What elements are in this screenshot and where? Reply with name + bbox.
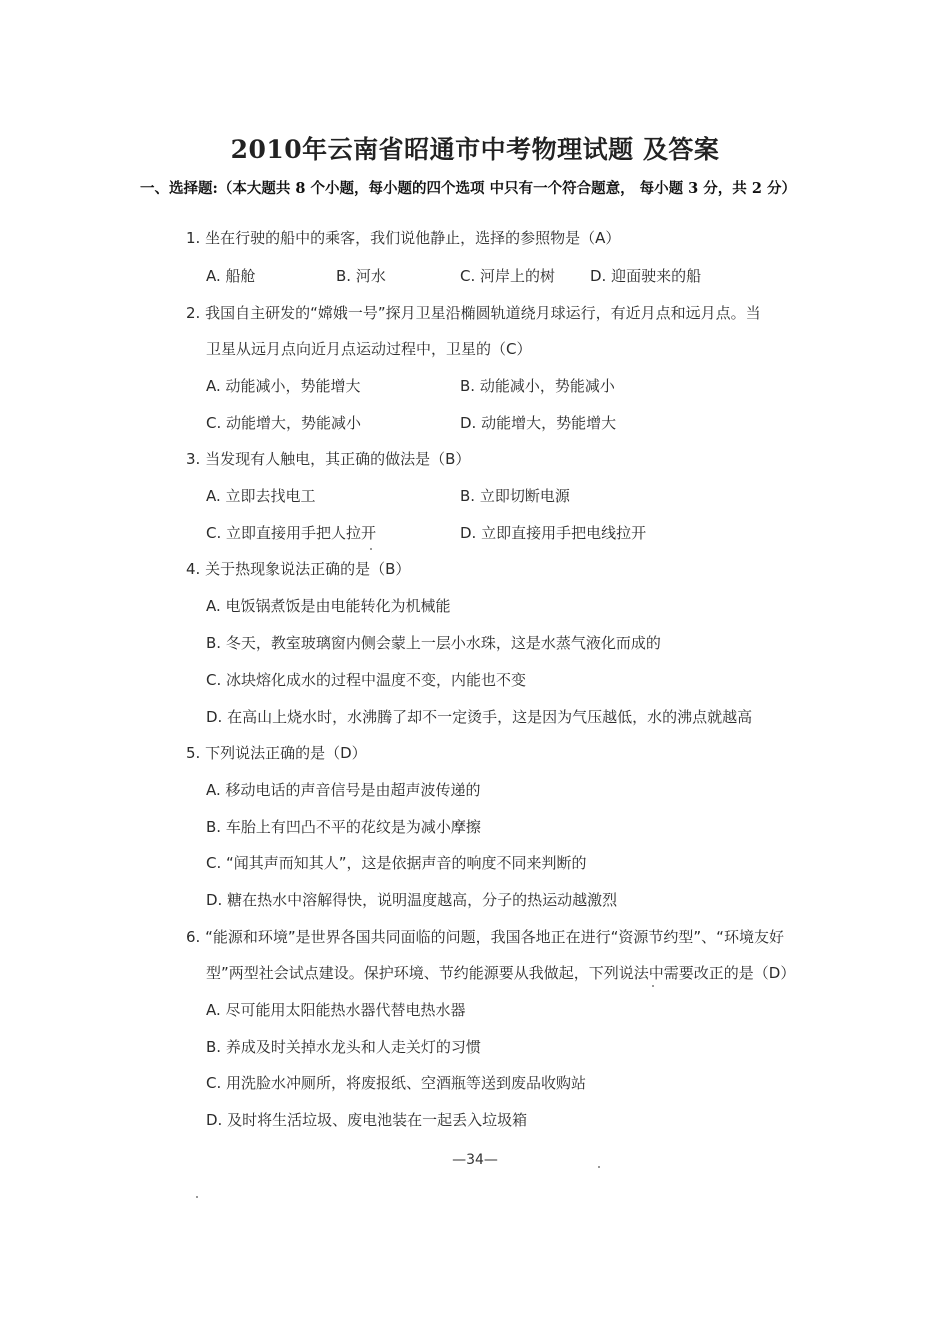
question-5-option-c: C. “闻其声而知其人”，这是依据声音的响度不同来判断的 [206, 854, 587, 872]
question-6-option-d: D. 及时将生活垃圾、废电池装在一起丢入垃圾箱 [206, 1111, 528, 1129]
scan-speck [196, 1196, 198, 1198]
question-2-option-b: B. 动能减小，势能减小 [460, 377, 615, 395]
question-2-stem-line-1: 2. 我国自主研发的“嫦娥一号”探月卫星沿椭圆轨道绕月球运行，有近月点和远月点。当 [186, 304, 761, 322]
question-2-stem-line-2: 卫星从远月点向近月点运动过程中，卫星的（C） [206, 340, 532, 358]
question-3-option-d: D. 立即直接用手把电线拉开 [460, 524, 647, 542]
scan-speck [370, 548, 372, 550]
question-4-stem: 4. 关于热现象说法正确的是（B） [186, 560, 411, 578]
question-5-stem: 5. 下列说法正确的是（D） [186, 744, 367, 762]
question-4-option-b: B. 冬天，教室玻璃窗内侧会蒙上一层小水珠，这是水蒸气液化而成的 [206, 634, 661, 652]
question-2-option-d: D. 动能增大，势能增大 [460, 414, 617, 432]
question-3-option-b: B. 立即切断电源 [460, 487, 570, 505]
page-title: 2010年云南省昭通市中考物理试题 及答案 [230, 135, 720, 164]
section-heading: 一、选择题:（本大题共 8 个小题，每小题的四个选项 中只有一个符合题意， 每小题 3 分，共 2 分） [139, 180, 796, 197]
question-5-option-a: A. 移动电话的声音信号是由超声波传递的 [206, 781, 481, 799]
question-1-option-a: A. 船舱 [206, 267, 256, 285]
question-6-stem-line-1: 6. “能源和环境”是世界各国共同面临的问题，我国各地正在进行“资源节约型”、“环境友好 [186, 928, 784, 946]
question-4-option-a: A. 电饭锅煮饭是由电能转化为机械能 [206, 597, 451, 615]
question-3-option-a: A. 立即去找电工 [206, 487, 316, 505]
question-5-option-d: D. 糖在热水中溶解得快，说明温度越高，分子的热运动越激烈 [206, 891, 618, 909]
question-4-option-c: C. 冰块熔化成水的过程中温度不变，内能也不变 [206, 671, 527, 689]
question-1-option-c: C. 河岸上的树 [460, 267, 556, 285]
question-1-stem: 1. 坐在行驶的船中的乘客，我们说他静止，选择的参照物是（A） [186, 229, 621, 247]
question-4-option-d: D. 在高山上烧水时，水沸腾了却不一定烫手，这是因为气压越低，水的沸点就越高 [206, 708, 753, 726]
question-3-stem: 3. 当发现有人触电，其正确的做法是（B） [186, 450, 471, 468]
question-5-option-b: B. 车胎上有凹凸不平的花纹是为减小摩擦 [206, 818, 481, 836]
question-1-option-b: B. 河水 [336, 267, 386, 285]
page-number: —34— [452, 1152, 498, 1168]
question-2-option-a: A. 动能减小，势能增大 [206, 377, 361, 395]
scan-speck [598, 1166, 600, 1168]
scan-speck [652, 985, 654, 987]
question-1-option-d: D. 迎面驶来的船 [590, 267, 702, 285]
question-2-option-c: C. 动能增大，势能减小 [206, 414, 362, 432]
question-3-option-c: C. 立即直接用手把人拉开 [206, 524, 377, 542]
question-6-option-c: C. 用洗脸水冲厕所，将废报纸、空酒瓶等送到废品收购站 [206, 1074, 587, 1092]
question-6-option-b: B. 养成及时关掉水龙头和人走关灯的习惯 [206, 1038, 481, 1056]
question-6-stem-line-2: 型”两型社会试点建设。保护环境、节约能源要从我做起，下列说法中需要改正的是（D） [206, 964, 796, 982]
question-6-option-a: A. 尽可能用太阳能热水器代替电热水器 [206, 1001, 466, 1019]
